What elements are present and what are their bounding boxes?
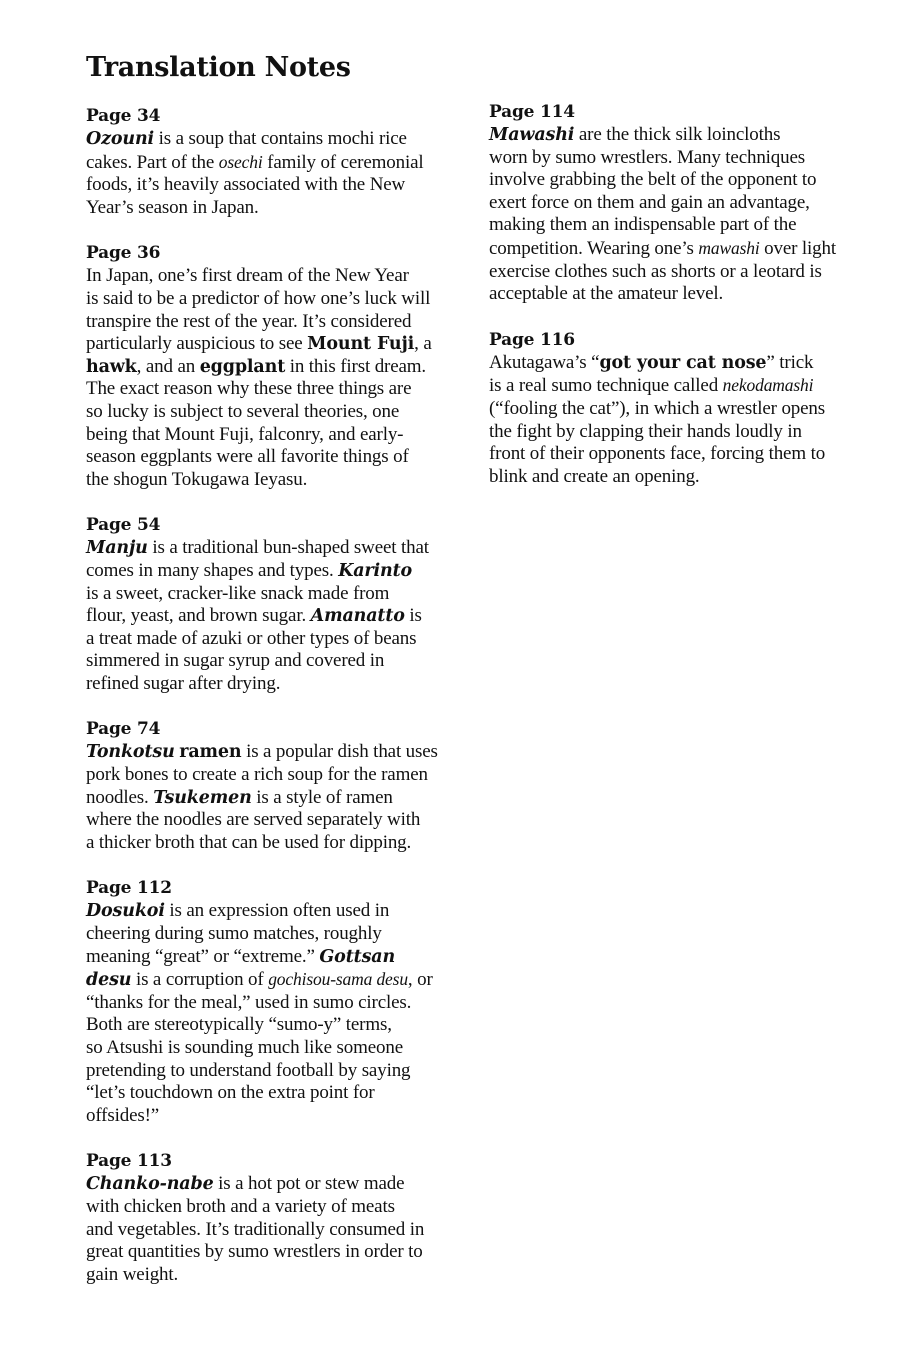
text-run: front of their opponents face, forcing them to — [489, 443, 826, 465]
text-run: where the noodles are served separately with — [86, 809, 421, 831]
text-run: , a — [414, 333, 432, 355]
text-run: “thanks for the meal,” used in sumo circles. — [86, 991, 412, 1013]
text-run: The exact reason why these three things are — [86, 378, 412, 400]
note-line — [489, 398, 869, 421]
note-line — [86, 311, 466, 334]
note-body — [86, 741, 466, 854]
text-run: flour, yeast, and brown sugar. — [86, 605, 311, 627]
emphasized-term: Tonkotsu — [86, 742, 175, 763]
emphasized-term: Tsukemen — [153, 787, 252, 808]
note-line — [86, 900, 466, 923]
text-run: exert force on them and gain an advantage, — [489, 191, 810, 213]
text-run: particularly auspicious to see — [86, 333, 308, 355]
text-run: making them an indispensable part of the — [489, 214, 797, 236]
text-run: so Atsushi is sounding much like someone — [86, 1037, 404, 1058]
text-run: so lucky is subject to several theories, one — [86, 400, 400, 422]
note-heading: Page 36 — [86, 243, 161, 264]
emphasized-term: Mawashi — [489, 125, 575, 145]
note-line — [86, 446, 466, 469]
text-run: the fight by clapping their hands loudly in — [489, 420, 802, 442]
note-line — [86, 288, 466, 311]
text-run: the shogun Tokugawa Ieyasu. — [86, 468, 308, 490]
text-run: gain weight. — [86, 1263, 179, 1285]
note-line — [86, 1264, 466, 1287]
note-heading: Page 116 — [489, 329, 575, 350]
text-run: season eggplants were all favorite things of — [86, 446, 409, 468]
text-run: with chicken broth and a variety of meats — [86, 1195, 395, 1217]
text-run: in this first dream. — [285, 355, 427, 377]
note-line — [86, 537, 466, 560]
note-line — [489, 352, 869, 375]
note-line — [489, 421, 869, 444]
note-line — [86, 946, 466, 969]
text-run: noodles. — [86, 786, 154, 808]
emphasized-term: Manju — [86, 538, 148, 559]
text-run: over light — [759, 237, 836, 259]
note-line — [86, 469, 466, 492]
note-line — [86, 128, 466, 151]
note-line — [86, 1037, 466, 1060]
emphasized-term: Gottsan — [319, 946, 396, 967]
emphasized-term: nekodamashi — [722, 375, 814, 396]
emphasized-term: hawk — [86, 356, 137, 377]
note-line — [86, 605, 466, 628]
emphasized-term: desu — [86, 970, 132, 991]
note-heading: Page 114 — [489, 102, 575, 122]
note-body — [86, 537, 466, 695]
note-body — [86, 128, 466, 219]
note-line — [489, 124, 869, 147]
text-run: meaning “great” or “extreme.” — [86, 945, 320, 967]
text-run: offsides!” — [86, 1104, 160, 1126]
text-run: , or — [407, 969, 433, 991]
note-line — [86, 1014, 466, 1037]
note-line — [86, 1241, 466, 1264]
note-line — [86, 923, 466, 946]
text-run: , and an — [136, 355, 200, 377]
note-line — [86, 1173, 466, 1196]
text-run: a treat made of azuki or other types of beans — [86, 627, 417, 649]
emphasized-term: eggplant — [199, 356, 286, 377]
text-run: Both are stereotypically “sumo-y” terms, — [86, 1014, 392, 1036]
note-body — [86, 900, 466, 1127]
note-body — [86, 265, 466, 491]
emphasized-term: gochisou-sama desu — [268, 969, 408, 990]
text-run: is a real sumo technique called — [489, 375, 723, 397]
note-page-113 — [86, 1149, 466, 1286]
note-page-112 — [86, 876, 466, 1127]
note-line — [86, 174, 466, 197]
note-line — [86, 1060, 466, 1083]
text-run: acceptable at the amateur level. — [489, 283, 724, 305]
note-page-74 — [86, 717, 466, 854]
right-column — [489, 100, 869, 510]
note-page-34 — [86, 104, 466, 219]
text-run: is — [404, 605, 422, 627]
note-line — [86, 787, 466, 810]
note-page-36 — [86, 241, 466, 491]
text-run: cakes. Part of the — [86, 151, 219, 173]
note-line — [86, 1219, 466, 1242]
note-line — [86, 741, 466, 764]
note-line — [86, 583, 466, 606]
text-run: blink and create an opening. — [489, 465, 700, 487]
text-run: is a style of ramen — [251, 786, 393, 808]
note-line — [86, 378, 466, 401]
note-line — [86, 197, 466, 220]
note-line — [86, 356, 466, 379]
note-page-54 — [86, 513, 466, 695]
emphasized-term: Amanatto — [310, 606, 405, 627]
note-line — [489, 192, 869, 215]
note-line — [489, 261, 869, 284]
text-run: (“fooling the cat”), in which a wrestler opens — [489, 397, 826, 419]
note-line — [489, 147, 869, 170]
note-line — [86, 809, 466, 832]
note-body — [489, 352, 869, 489]
text-run: family of ceremonial — [262, 151, 424, 173]
note-line — [86, 265, 466, 288]
note-line — [86, 628, 466, 651]
text-run: great quantities by sumo wrestlers in order to — [86, 1241, 423, 1263]
emphasized-term: Ozouni — [86, 129, 155, 149]
text-run: is said to be a predictor of how one’s luck will — [86, 287, 431, 309]
text-run: is a popular dish that uses — [241, 741, 438, 763]
text-run: “let’s touchdown on the extra point for — [86, 1082, 375, 1104]
text-run: worn by sumo wrestlers. Many techniques — [489, 146, 806, 168]
note-heading: Page 74 — [86, 719, 161, 740]
text-run: a thicker broth that can be used for dipping. — [86, 831, 412, 853]
text-run: exercise clothes such as shorts or a leotard is — [489, 260, 822, 282]
text-run: and vegetables. It’s traditionally consumed in — [86, 1218, 425, 1240]
text-run: ” trick — [766, 351, 814, 373]
text-run: cheering during sumo matches, roughly — [86, 923, 382, 945]
emphasized-term: osechi — [218, 151, 263, 172]
text-run: are the thick silk loincloths — [574, 124, 781, 145]
note-line — [86, 968, 466, 992]
emphasized-term: Mount Fuji — [307, 334, 415, 355]
note-line — [489, 214, 869, 237]
note-line — [86, 151, 466, 175]
note-line — [86, 401, 466, 424]
text-run: is a hot pot or stew made — [213, 1173, 405, 1195]
note-line — [489, 237, 869, 261]
text-run: refined sugar after drying. — [86, 672, 281, 694]
emphasized-term: Chanko-nabe — [86, 1174, 214, 1195]
note-line — [86, 673, 466, 696]
text-run: is a traditional bun-shaped sweet that — [147, 537, 429, 559]
note-line — [86, 1105, 466, 1128]
text-run: In Japan, one’s first dream of the New Year — [86, 265, 409, 287]
text-run: competition. Wearing one’s — [489, 237, 699, 259]
note-line — [86, 832, 466, 855]
text-run: comes in many shapes and types. — [86, 559, 339, 581]
text-run: Akutagawa’s “ — [489, 351, 600, 373]
left-column — [86, 104, 466, 1308]
note-line — [489, 374, 869, 398]
text-run: foods, it’s heavily associated with the New — [86, 174, 406, 196]
note-line — [86, 333, 466, 356]
note-heading: Page 112 — [86, 878, 172, 899]
note-heading: Page 54 — [86, 515, 161, 536]
note-line — [86, 650, 466, 673]
note-line — [86, 1082, 466, 1105]
note-page-116 — [489, 328, 869, 489]
note-line — [489, 283, 869, 306]
note-body — [489, 124, 869, 306]
note-heading: Page 34 — [86, 106, 161, 126]
emphasized-term: Karinto — [338, 560, 413, 581]
note-line — [489, 443, 869, 466]
note-line — [489, 466, 869, 489]
text-run: involve grabbing the belt of the opponent to — [489, 169, 817, 191]
text-run: pork bones to create a rich soup for the ramen — [86, 764, 428, 786]
text-run: Year’s season in Japan. — [86, 196, 259, 218]
emphasized-term: Dosukoi — [86, 901, 165, 922]
note-page-114 — [489, 100, 869, 306]
note-heading: Page 113 — [86, 1151, 172, 1172]
text-run: is an expression often used in — [164, 900, 390, 922]
note-line — [86, 560, 466, 583]
page-title: Translation Notes — [86, 52, 351, 83]
emphasized-term: ramen — [179, 742, 242, 763]
text-run: being that Mount Fuji, falconry, and early- — [86, 423, 404, 445]
note-line — [86, 764, 466, 787]
text-run: transpire the rest of the year. It’s considered — [86, 310, 412, 332]
note-line — [86, 1196, 466, 1219]
note-line — [86, 424, 466, 447]
text-run: simmered in sugar syrup and covered in — [86, 650, 385, 672]
note-body — [86, 1173, 466, 1286]
note-line — [489, 169, 869, 192]
text-run: is a soup that contains mochi rice — [154, 128, 407, 149]
note-line — [86, 992, 466, 1015]
text-run: pretending to understand football by saying — [86, 1059, 411, 1081]
emphasized-term: mawashi — [698, 237, 760, 258]
text-run: is a sweet, cracker-like snack made from — [86, 582, 390, 604]
text-run: is a corruption of — [131, 969, 269, 991]
emphasized-term: got your cat nose — [599, 352, 767, 373]
